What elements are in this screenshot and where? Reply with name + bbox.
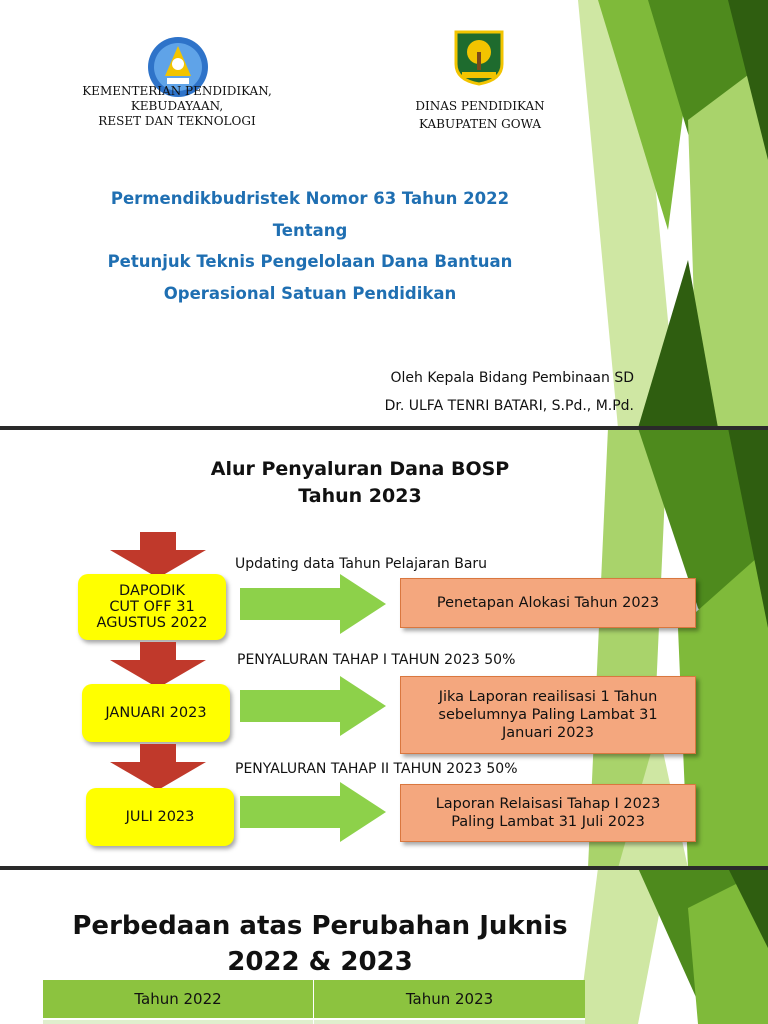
presentation-title: Permendikbudristek Nomor 63 Tahun 2022 Tentang Petunjuk Teknis Pengelolaan Dana Bantuan Operasional Satuan Pendidikan <box>107 189 513 303</box>
step-label: PENYALURAN TAHAP II TAHUN 2023 50% <box>235 761 518 777</box>
right-arrow-icon <box>240 574 388 634</box>
presenter-info: Oleh Kepala Bidang Pembinaan SD Dr. ULFA TENRI BATARI, S.Pd., M.Pd. <box>384 370 634 414</box>
down-arrow-icon <box>108 532 208 580</box>
flow-title: Alur Penyaluran Dana BOSP Tahun 2023 <box>210 458 510 507</box>
result-box: Jika Laporan reailisasi 1 Tahun sebelumnya Paling Lambat 31 Januari 2023 <box>400 676 696 754</box>
result-box: Penetapan Alokasi Tahun 2023 <box>400 578 696 628</box>
table-header-2023: Tahun 2023 <box>314 980 585 1018</box>
step-label: Updating data Tahun Pelajaran Baru <box>235 556 488 572</box>
right-arrow-icon <box>240 676 388 736</box>
step-label: PENYALURAN TAHAP I TAHUN 2023 50% <box>237 652 516 668</box>
date-box: JANUARI 2023 <box>82 684 230 742</box>
result-box: Laporan Relaisasi Tahap I 2023 Paling Lambat 31 Juli 2023 <box>400 784 696 842</box>
slide-separator <box>0 866 768 870</box>
right-arrow-icon <box>240 782 388 842</box>
table-header-row <box>43 980 585 1018</box>
green-triangle-decoration <box>578 868 768 1024</box>
date-box: DAPODIK CUT OFF 31 AGUSTUS 2022 <box>78 574 226 640</box>
ministry-name: KEMENTERIAN PENDIDIKAN, KEBUDAYAAN, RESET DAN TEKNOLOGI <box>82 84 272 128</box>
title-slide <box>0 0 768 428</box>
down-arrow-icon <box>108 744 208 792</box>
comparison-title: Perbedaan atas Perubahan Juknis 2022 & 2023 <box>72 911 568 977</box>
table-header-2022: Tahun 2022 <box>43 980 314 1018</box>
table-cell <box>314 1018 585 1024</box>
table-cell <box>43 1018 314 1024</box>
juknis-comparison-slide <box>0 868 768 1024</box>
bosp-flow-slide <box>0 428 768 868</box>
agency-name: DINAS PENDIDIKAN KABUPATEN GOWA <box>415 99 545 131</box>
date-box: JULI 2023 <box>86 788 234 846</box>
table-row <box>43 1018 585 1024</box>
slide-separator <box>0 426 768 430</box>
comparison-table <box>43 980 585 1024</box>
gowa-regency-logo <box>452 28 506 86</box>
down-arrow-icon <box>108 642 208 690</box>
